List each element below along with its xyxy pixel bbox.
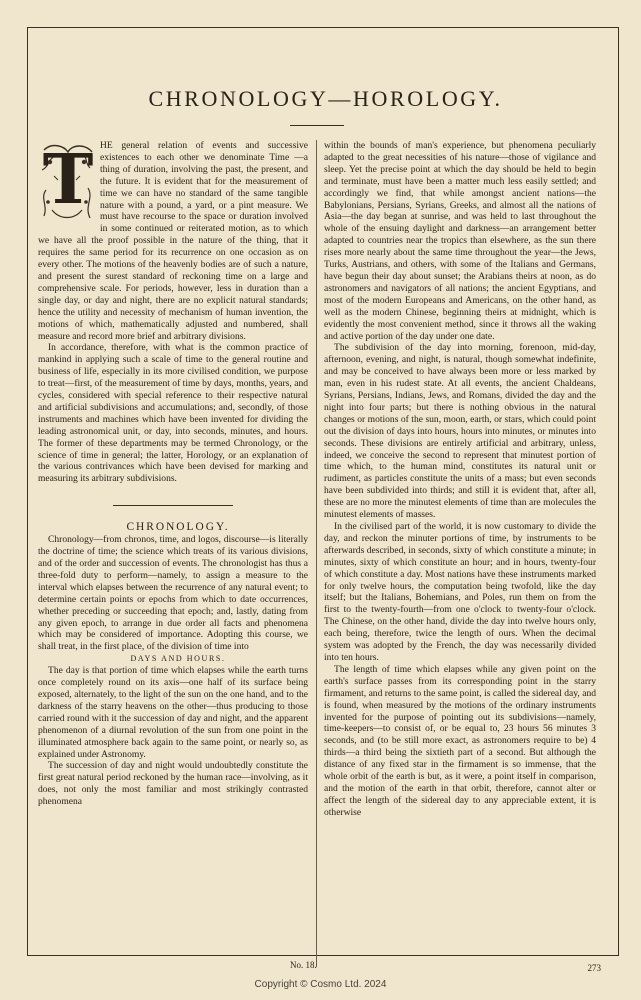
right-column: [324, 140, 596, 819]
border-top: [27, 27, 619, 28]
border-bottom: [27, 955, 619, 956]
border-left: [27, 27, 28, 956]
days-paragraph-2: The succession of day and night would undoubtedly constitute the first great natural period reckoned by the human race—involving, as it does, not only the most familiar and most strikingly contrasted phenomena: [38, 760, 308, 808]
title-rule: [290, 125, 344, 126]
right-paragraph-3: In the civilised part of the world, it is now customary to divide the day, and reckon the minuter portions of time, by instruments to be afterwards described, in seconds, sixty of which constitute a minute; in minutes, sixty of which constitute an hour; and in hours, twenty-four of which constitute a day. Most nations have these instruments marked for only twelve hours, the computation being twofold, like the day itself; but the Italians, Bohemians, and Poles, run them on from the first to the twenty-fourth—from one o'clock to twenty-four o'clock. The Chinese, on the other hand, divide the day into twelve hours only, each being, therefore, twice the length of ours. When the decimal system was adopted by the French, the day was necessarily divided into ten hours.: [324, 521, 596, 663]
drop-cap-letter: T: [42, 140, 94, 220]
right-paragraph-4: The length of time which elapses while any given point on the earth's surface passes from its corresponding point in the starry firmament, and returns to the same point, is called the sidereal day, and is found, when measured by the motions of the ordinary instruments invented for the purpose of pointing out its subdivisions—namely, time-keepers—to consist of, or be equal to, 23 hours 56 minutes 3 seconds, and (to be still more exact, as astronomers require to be) 4 thirds—a third being the sixtieth part of a second. But although the distance of any fixed star in the firmament is so immense, that the whole orbit of the earth is but, as it were, a point itself in comparison, and the motion of the earth in that orbit, therefore, cannot alter or affect the length of the sidereal day to any appreciable extent, it is otherwise: [324, 663, 596, 818]
intro-paragraph-2: In accordance, therefore, with what is the common practice of mankind in applying such a scale of time to the general routine and business of life, especially in its more civilised condition, we purpose to treat—first, of the measurement of time by days, months, years, and cycles, considered with special reference to their respective natural and artificial subdivisions and accumulations; and, secondly, of those instruments and machines which have been invented for dividing the leading astronomical unit, or day, into seconds, minutes, and hours. The former of these departments may be termed Chronology, or the science of time in general; the latter, Horology, or an explanation of the various contrivances which have been devised for marking and measuring its arbitrary subdivisions.: [38, 342, 308, 485]
section-rule: [113, 505, 233, 506]
border-right: [618, 27, 619, 956]
right-paragraph-1: within the bounds of man's experience, but phenomena peculiarly adapted to the great necessities of his nature—those of vigilance and sleep. Yet the precise point at which the day should be held to begin and terminate, must have been a matter much less easily settled; and accordingly we find, that while amongst ancient nations—the Babylonians, Persians, Syrians, Greeks, and almost all the nations of Asia—the day began at sunrise, and was held to last throughout the whole of the ensuing daylight and darkness—an arrangement better adapted to countries near the tropics than elsewhere, as the sun there rises more nearly about the same time throughout the year—the Jews, Turks, Austrians, and others, with some of the Italians and Germans, have begun their day about sunset; the Arabians theirs at noon, as do astronomers and navigators of all nations; the ancient Egyptians, and most of the modern Europeans and Americans, on the other hand, as well as the modern Chinese, beginning theirs at midnight, which is evidently the most convenient method, since it throws all the waking and active portion of the day under one date.: [324, 140, 596, 342]
copyright-watermark: Copyright © Cosmo Ltd. 2024: [254, 979, 387, 990]
decorated-initial: [38, 140, 96, 224]
chronology-paragraph: Chronology—from chronos, time, and logos, discourse—is literally the doctrine of time; the science which treats of its various divisions, and of the order and succession of events. The chronologist has thus a three-fold duty to perform—namely, to assign a measure to the interval which elapses between the recurrence of any natural event; to determine certain points or epochs from which to date occurrences, whether preceding or succeeding that epoch; and, lastly, dating from any given epoch, to arrange in due order all facts and phenomena which may be considered of importance. Adopting this course, we shall treat, in the first place, of the division of time into: [38, 534, 308, 653]
column-divider: [316, 140, 317, 967]
days-paragraph-1: The day is that portion of time which elapses while the earth turns once completely round on its axis—one half of its surface being exposed, alternately, to the light of the sun on the one hand, and to the darkness of the starry heavens on the other—thus producing to those carried round with it the succession of day and night, and the apparent phenomenon of a diurnal revolution of the sun from one point in the illuminated atmosphere back again to the same point, or nearly so, as explained under Astronomy.: [38, 665, 308, 760]
page-number: 273: [587, 963, 601, 973]
subheading: DAYS AND HOURS.: [130, 654, 226, 664]
signature-mark: No. 18.: [290, 960, 317, 970]
intro-paragraph-1: HE general relation of events and successive existences to each other we denominate Time —a thing of duration, involving the past, the present, and the future. It is evident that for the measurement of time we can have no standard of the same tangible nature with a pound, a yard, or a pint measure. We must have recourse to the space or duration involved in some continued or reiterated motion, as to which we have all the proof possible in the nature of the thing, that it requires the same period for its recurrence on one occasion as on every other. The motions of the heavenly bodies are of such a nature, and present the surest standard of reckoning time on a large and comprehensive scale. For periods, however, less in duration than a single day, or day and night, there are no explicit natural standards; hence the utility and necessity of mechanism of human invention, the motions of which, mathematically adjusted and numbered, shall measure and record more brief and arbitrary divisions.: [38, 140, 308, 342]
right-paragraph-2: The subdivision of the day into morning, forenoon, mid-day, afternoon, evening, and night, is natural, though somewhat indefinite, and may be conceived to have always been more or less marked by man, even in his rudest state. At all events, the ancient Chaldeans, Syrians, Persians, Indians, Jews, and Romans, divided the day and the night into four parts; but there is nothing obvious in the natural changes or motions of the sun, moon, earth, or stars, which could point out the division of days into hours, hours into minutes, or minutes into seconds. These divisions are entirely artificial and arbitrary, unless, indeed, we conceive the second to represent that minutest portion of time which, to the human mind, constitutes its natural unit or rudiment, as particles constitute the units of a mass; but even seconds have been subdivided into thirds; and still it is evident that, after all, these are no more the minutest elements of time than are molecules the minutest elements of masses.: [324, 342, 596, 521]
left-column: [38, 140, 308, 808]
section-heading: CHRONOLOGY.: [126, 521, 230, 534]
page-title: CHRONOLOGY—HOROLOGY.: [148, 86, 503, 111]
